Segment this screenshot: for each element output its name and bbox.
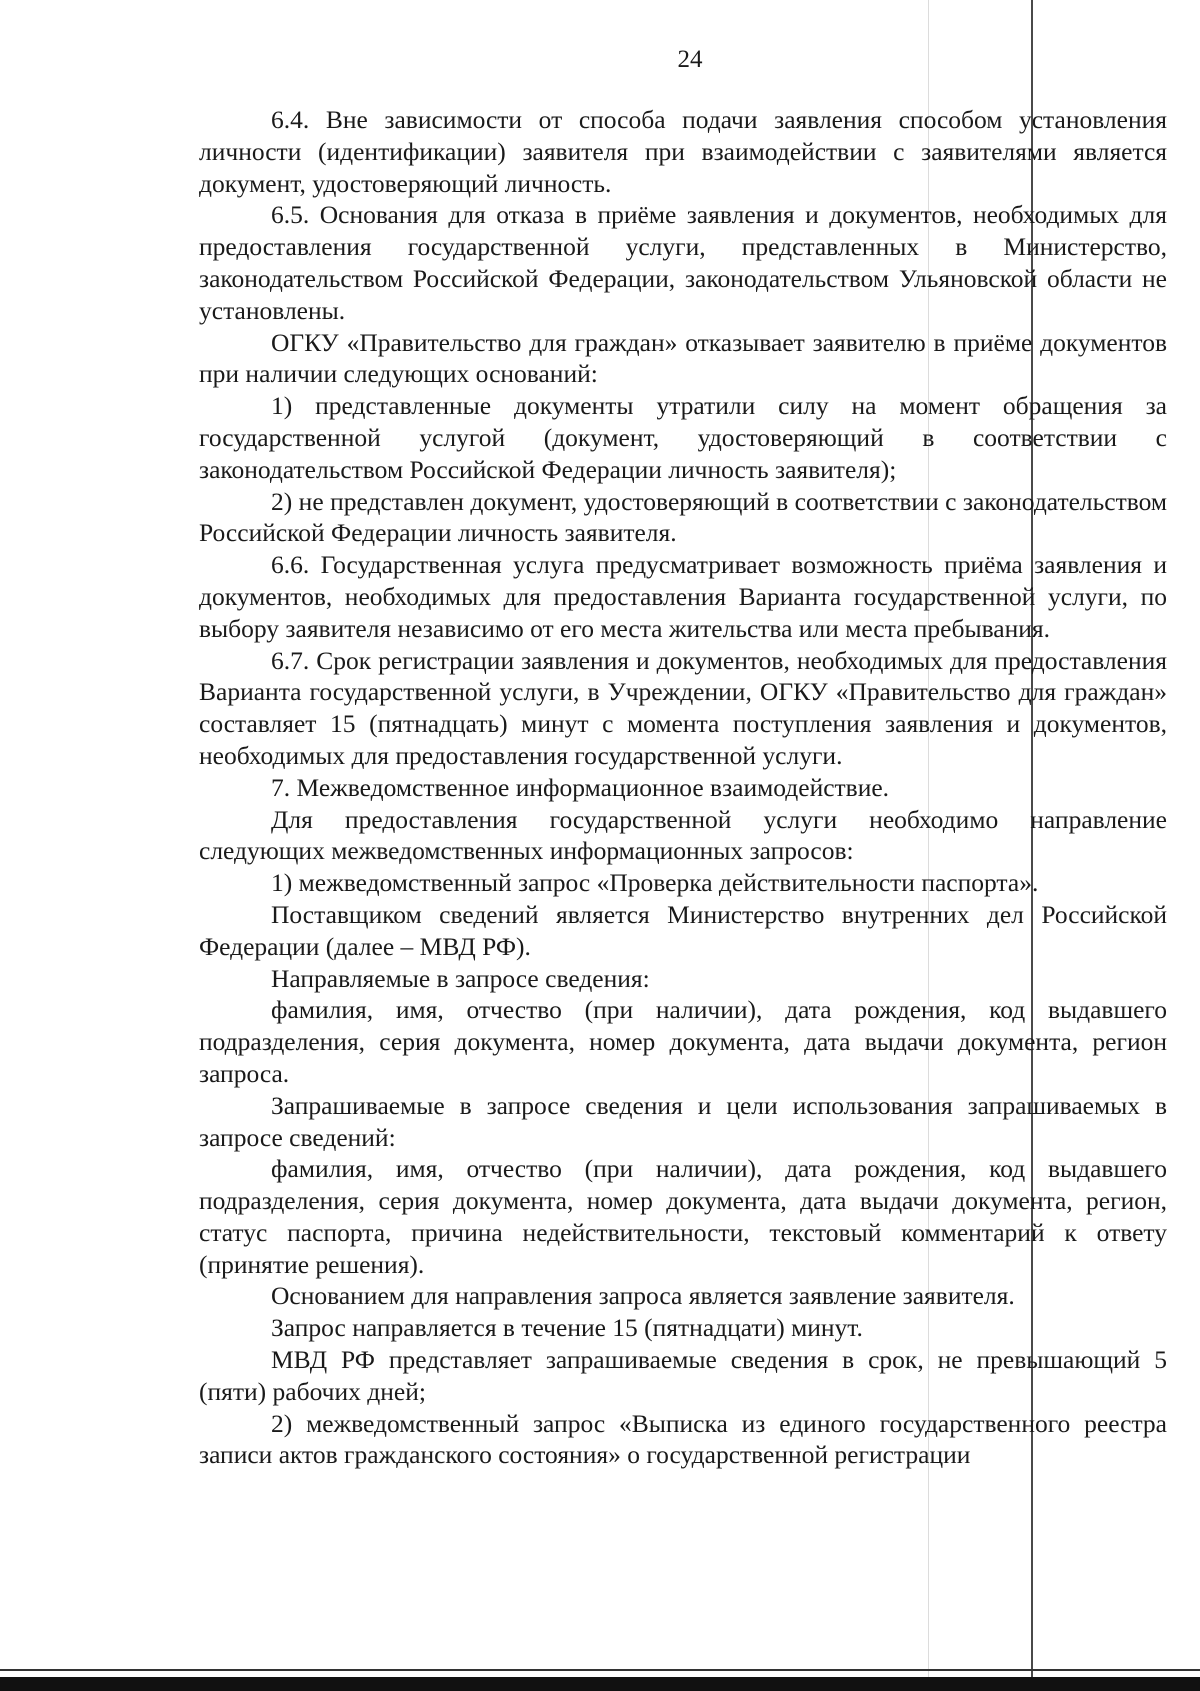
paragraph-request-1: 1) межведомственный запрос «Проверка действительности паспорта». — [271, 868, 1039, 898]
page-number: 24 — [677, 46, 703, 73]
paragraph-refusal-intro: ОГКУ «Правительство для граждан» отказывает заявителю в приёме документов при наличии следующих оснований: — [199, 327, 1167, 389]
scan-bottom-line — [0, 1669, 1200, 1671]
paragraph-requested-data: фамилия, имя, отчество (при наличии), дата рождения, код выдавшего подразделения, серия документа, номер документа, дата выдачи документа, регион, статус паспорта, причина недействительности, текстовый комментарий к ответу (принятие решения). — [199, 1154, 1167, 1279]
document-body — [199, 104, 1167, 1471]
paragraph-response-term: МВД РФ представляет запрашиваемые сведения в срок, не превышающий 5 (пяти) рабочих дней; — [199, 1345, 1167, 1406]
paragraph-requested-data-heading: Запрашиваемые в запросе сведения и цели использования запрашиваемых в запросе сведений: — [199, 1090, 1167, 1152]
paragraph-sent-data-heading: Направляемые в запросе сведения: — [271, 963, 650, 993]
paragraph-refusal-2: 2) не представлен документ, удостоверяющий в соответствии с законодательством Российской Федерации личность заявителя. — [199, 486, 1167, 548]
paragraph-6-7: 6.7. Срок регистрации заявления и документов, необходимых для предоставления Варианта государственной услуги, в Учреждении, ОГКУ «Правительство для граждан» составляет 15 (пятнадцать) минут с момента поступления заявления и документов, необходимых для предоставления государственной услуги. — [199, 645, 1167, 770]
paragraph-sent-data: фамилия, имя, отчество (при наличии), дата рождения, код выдавшего подразделения, серия документа, номер документа, дата выдачи документа, регион запроса. — [199, 995, 1167, 1088]
paragraph-6-4: 6.4. Вне зависимости от способа подачи заявления способом установления личности (идентификации) заявителя при взаимодействии с заявителями является документ, удостоверяющий личность. — [199, 105, 1167, 198]
paragraph-6-6: 6.6. Государственная услуга предусматривает возможность приёма заявления и документов, необходимых для предоставления Варианта государственной услуги, по выбору заявителя независимо от его места жительства или места пребывания. — [199, 550, 1167, 643]
paragraph-requests-intro: Для предоставления государственной услуги необходимо направление следующих межведомственных информационных запросов: — [199, 804, 1167, 866]
paragraph-basis: Основанием для направления запроса является заявление заявителя. — [271, 1281, 1015, 1311]
paragraph-timing: Запрос направляется в течение 15 (пятнадцати) минут. — [271, 1313, 863, 1343]
section-7-heading: 7. Межведомственное информационное взаимодействие. — [271, 772, 890, 802]
scan-bottom-edge — [0, 1677, 1200, 1691]
paragraph-6-5: 6.5. Основания для отказа в приёме заявления и документов, необходимых для предоставления государственной услуги, представленных в Министерство, законодательством Российской Федерации, законодательством Ульяновской области не установлены. — [199, 200, 1167, 325]
paragraph-provider: Поставщиком сведений является Министерство внутренних дел Российской Федерации (далее – МВД РФ). — [199, 899, 1167, 961]
paragraph-refusal-1: 1) представленные документы утратили силу на момент обращения за государственной услугой (документ, удостоверяющий в соответствии с законодательством Российской Федерации личность заявителя); — [199, 391, 1167, 484]
paragraph-request-2: 2) межведомственный запрос «Выписка из единого государственного реестра записи актов гражданского состояния» о государственной регистрации — [199, 1408, 1167, 1470]
